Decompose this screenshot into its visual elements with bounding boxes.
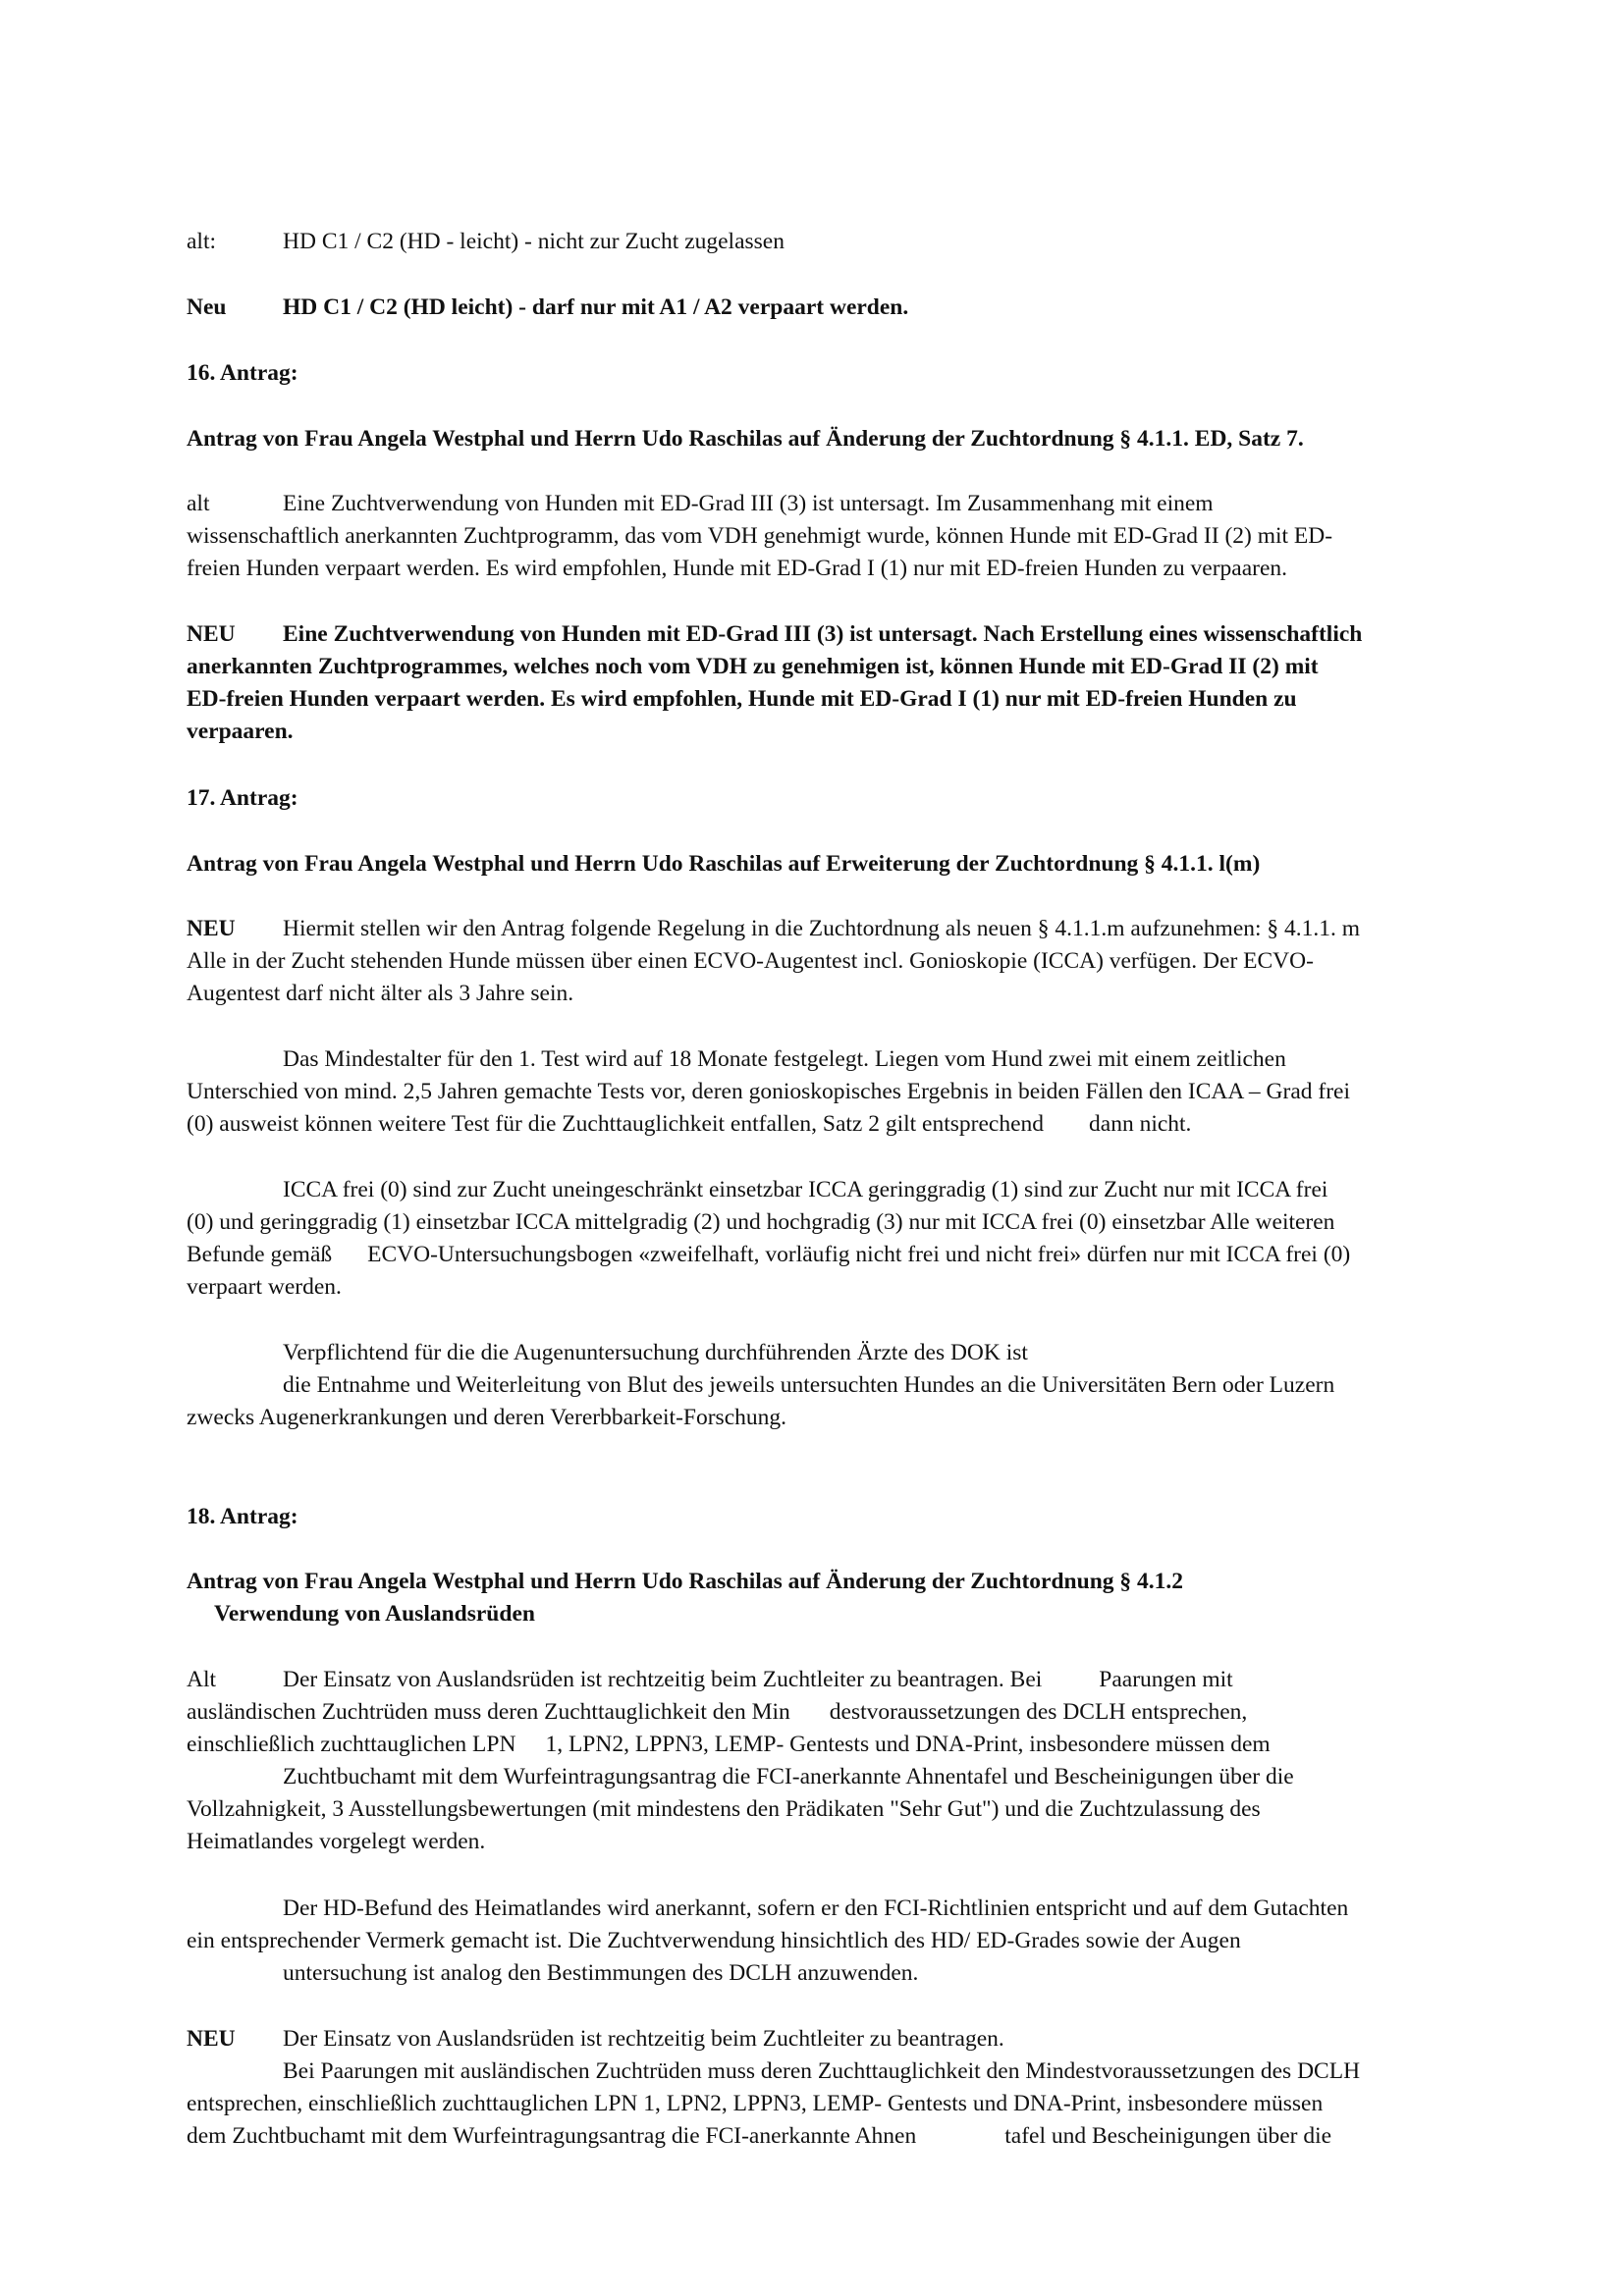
old-rule-label: alt: <box>187 229 217 254</box>
paragraph-line: dann nicht. <box>1089 1111 1192 1137</box>
paragraph-line: ein entsprechender Vermerk gemacht ist. Die Zuchtverwendung hinsichtlich des HD/ ED-Grades sowie der Augen <box>187 1928 1241 1953</box>
paragraph-line: Verpflichtend für die die Augenuntersuchung durchführenden Ärzte des DOK ist <box>283 1340 1028 1365</box>
section-heading-16 <box>187 357 1453 390</box>
a16-alt-paragraph <box>187 488 1453 585</box>
a16-neu-paragraph <box>187 618 1453 748</box>
paragraph-line: entsprechen, einschließlich zuchttauglichen LPN 1, LPN2, LPPN3, LEMP- Gentests und DNA-Print, insbesondere müssen <box>187 2091 1324 2116</box>
new-rule <box>187 292 1453 324</box>
new-rule-text: HD C1 / C2 (HD leicht) - darf nur mit A1 / A2 verpaart werden. <box>283 294 909 320</box>
paragraph-line: Eine Zuchtverwendung von Hunden mit ED-Grad III (3) ist untersagt. Im Zusammenhang mit einem <box>283 491 1214 516</box>
title-text: Antrag von Frau Angela Westphal und Herrn Udo Raschilas auf Erweiterung der Zuchtordnung § 4.1.1. l(m) <box>187 851 1261 877</box>
a17-paragraph-4 <box>187 1337 1453 1434</box>
heading-text: 16. Antrag: <box>187 360 298 386</box>
paragraph-line: verpaaren. <box>187 719 294 744</box>
title-text: Antrag von Frau Angela Westphal und Herrn Udo Raschilas auf Änderung der Zuchtordnung § 4.1.1. ED, Satz 7. <box>187 426 1304 452</box>
a17-paragraph-3 <box>187 1174 1453 1304</box>
section-heading-18 <box>187 1501 1453 1533</box>
paragraph-line: Augentest darf nicht älter als 3 Jahre sein. <box>187 981 574 1006</box>
alt-label: alt <box>187 491 210 516</box>
title-text: Verwendung von Auslandsrüden <box>214 1601 535 1627</box>
paragraph-line: (0) und geringgradig (1) einsetzbar ICCA mittelgradig (2) und hochgradig (3) nur mit ICCA frei (0) einsetzbar Alle weiteren <box>187 1209 1335 1235</box>
neu-label: NEU <box>187 916 236 941</box>
paragraph-line: anerkannten Zuchtprogrammes, welches noch vom VDH zu genehmigen ist, können Hunde mit ED-Grad II (2) mit <box>187 654 1319 679</box>
paragraph-line: ED-freien Hunden verpaart werden. Es wird empfohlen, Hunde mit ED-Grad I (1) nur mit ED-freien Hunden zu <box>187 686 1297 712</box>
paragraph-line: Hiermit stellen wir den Antrag folgende Regelung in die Zuchtordnung als neuen § 4.1.1.m aufzunehmen: § 4.1.1. m <box>283 916 1361 941</box>
paragraph-line: ECVO-Untersuchungsbogen «zweifelhaft, vorläufig nicht frei und nicht frei» dürfen nur mit ICCA frei (0) <box>367 1242 1351 1267</box>
a18-alt-paragraph-1 <box>187 1664 1453 1858</box>
section-title-18 <box>187 1566 1453 1630</box>
paragraph-line: Vollzahnigkeit, 3 Ausstellungsbewertungen (mit mindestens den Prädikaten "Sehr Gut") und die Zuchtzulassung des <box>187 1796 1261 1822</box>
paragraph-line: destvoraussetzungen des DCLH entsprechen, <box>829 1699 1248 1725</box>
paragraph-line: Bei Paarungen mit ausländischen Zuchtrüden muss deren Zuchttauglichkeit den Mindestvoraussetzungen des DCLH <box>283 2058 1361 2084</box>
paragraph-line: Der Einsatz von Auslandsrüden ist rechtzeitig beim Zuchtleiter zu beantragen. Bei <box>283 1667 1043 1692</box>
paragraph-line: Heimatlandes vorgelegt werden. <box>187 1829 486 1854</box>
alt-label: Alt <box>187 1667 217 1692</box>
paragraph-line: (0) ausweist können weitere Test für die Zuchttauglichkeit entfallen, Satz 2 gilt entsprechend <box>187 1111 1045 1137</box>
section-heading-17 <box>187 782 1453 815</box>
old-rule <box>187 226 1453 258</box>
section-title-16 <box>187 423 1453 455</box>
a17-paragraph-1 <box>187 913 1453 1010</box>
a18-alt-paragraph-2 <box>187 1893 1453 1990</box>
paragraph-line: ausländischen Zuchtrüden muss deren Zuchttauglichkeit den Min <box>187 1699 790 1725</box>
new-rule-label: Neu <box>187 294 227 320</box>
paragraph-line: Unterschied von mind. 2,5 Jahren gemachte Tests vor, deren gonioskopisches Ergebnis in beiden Fällen den ICAA – Grad frei <box>187 1079 1350 1104</box>
a17-paragraph-2 <box>187 1043 1453 1141</box>
paragraph-line: ICCA frei (0) sind zur Zucht uneingeschränkt einsetzbar ICCA geringgradig (1) sind zur Zucht nur mit ICCA frei <box>283 1177 1328 1202</box>
paragraph-line: verpaart werden. <box>187 1274 342 1300</box>
paragraph-line: Zuchtbuchamt mit dem Wurfeintragungsantrag die FCI-anerkannte Ahnentafel und Bescheinigungen über die <box>283 1764 1294 1789</box>
section-title-17 <box>187 848 1453 881</box>
paragraph-line: Befunde gemäß <box>187 1242 333 1267</box>
old-rule-text: HD C1 / C2 (HD - leicht) - nicht zur Zucht zugelassen <box>283 229 785 254</box>
title-text: Antrag von Frau Angela Westphal und Herrn Udo Raschilas auf Änderung der Zuchtordnung § 4.1.2 <box>187 1569 1184 1594</box>
paragraph-line: Alle in der Zucht stehenden Hunde müssen über einen ECVO-Augentest incl. Gonioskopie (ICCA) verfügen. Der ECVO- <box>187 948 1314 974</box>
paragraph-line: 1, LPN2, LPPN3, LEMP- Gentests und DNA-Print, insbesondere müssen dem <box>545 1732 1271 1757</box>
a18-neu-paragraph <box>187 2023 1453 2153</box>
paragraph-line: freien Hunden verpaart werden. Es wird empfohlen, Hunde mit ED-Grad I (1) nur mit ED-freien Hunden zu verpaaren. <box>187 556 1288 581</box>
neu-label: NEU <box>187 621 236 647</box>
paragraph-line: Der Einsatz von Auslandsrüden ist rechtzeitig beim Zuchtleiter zu beantragen. <box>283 2026 1004 2052</box>
paragraph-line: Eine Zuchtverwendung von Hunden mit ED-Grad III (3) ist untersagt. Nach Erstellung eines wissenschaftlich <box>283 621 1363 647</box>
paragraph-line: die Entnahme und Weiterleitung von Blut des jeweils untersuchten Hundes an die Universitäten Bern oder Luzern <box>283 1372 1335 1398</box>
paragraph-line: tafel und Bescheinigungen über die <box>1004 2123 1332 2149</box>
paragraph-line: einschließlich zuchttauglichen LPN <box>187 1732 516 1757</box>
paragraph-line: wissenschaftlich anerkannten Zuchtprogramm, das vom VDH genehmigt wurde, können Hunde mit ED-Grad II (2) mit ED- <box>187 523 1333 549</box>
paragraph-line: dem Zuchtbuchamt mit dem Wurfeintragungsantrag die FCI-anerkannte Ahnen <box>187 2123 917 2149</box>
paragraph-line: zwecks Augenerkrankungen und deren Vererbbarkeit-Forschung. <box>187 1405 787 1430</box>
paragraph-line: Das Mindestalter für den 1. Test wird auf 18 Monate festgelegt. Liegen vom Hund zwei mit einem zeitlichen <box>283 1046 1286 1072</box>
heading-text: 17. Antrag: <box>187 785 298 811</box>
paragraph-line: Paarungen mit <box>1099 1667 1233 1692</box>
paragraph-line: untersuchung ist analog den Bestimmungen des DCLH anzuwenden. <box>283 1960 919 1986</box>
paragraph-line: Der HD-Befund des Heimatlandes wird anerkannt, sofern er den FCI-Richtlinien entspricht und auf dem Gutachten <box>283 1896 1349 1921</box>
neu-label: NEU <box>187 2026 236 2052</box>
heading-text: 18. Antrag: <box>187 1504 298 1529</box>
